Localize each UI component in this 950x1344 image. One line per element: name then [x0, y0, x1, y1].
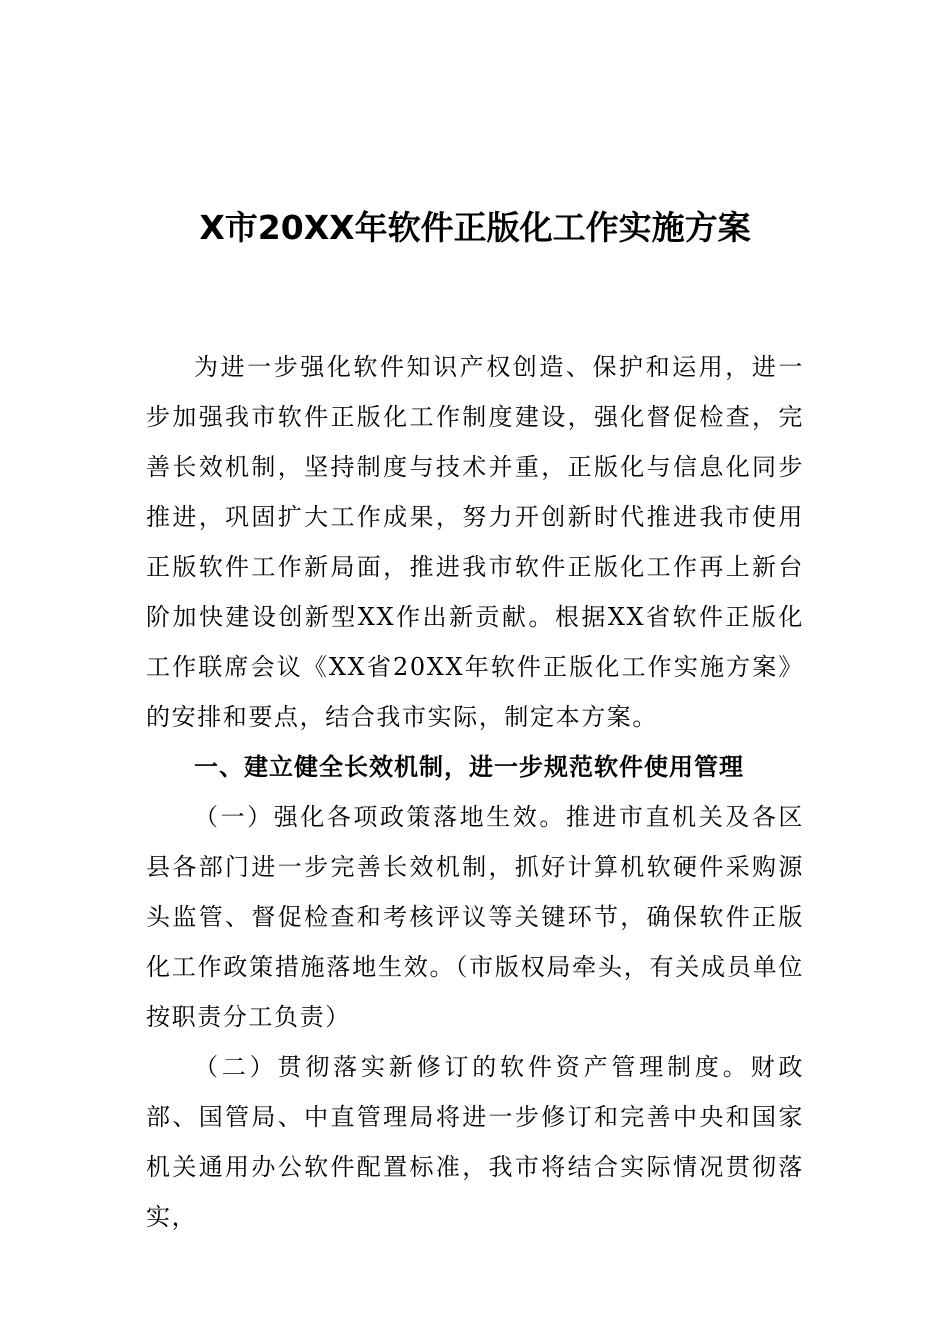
document-title: X市20XX年软件正版化工作实施方案 [199, 208, 751, 247]
item-paragraph-2: （二）贯彻落实新修订的软件资产管理制度。财政部、国管局、中直管理局将进一步修订和完善中央和国家机关通用办公软件配置标准，我市将结合实际情况贯彻落实， [146, 1053, 804, 1231]
item-paragraph-1: （一）强化各项政策落地生效。推进市直机关及各区县各部门进一步完善长效机制，抓好计算机软硬件采购源头监管、督促检查和考核评议等关键环节，确保软件正版化工作政策措施落地生效。（市版权局牵头，有关成员单位按职责分工负责） [146, 803, 804, 1031]
section-heading: 一、建立健全长效机制，进一步规范软件使用管理 [194, 753, 744, 781]
intro-paragraph: 为进一步强化软件知识产权创造、保护和运用，进一步加强我市软件正版化工作制度建设，强化督促检查，完善长效机制，坚持制度与技术并重，正版化与信息化同步推进，巩固扩大工作成果，努力开创新时代推进我市使用正版软件工作新局面，推进我市软件正版化工作再上新台阶加快建设创新型XX作出新贡献。根据XX省软件正版化工作联席会议《XX省20XX年软件正版化工作实施方案》的安排和要点，结合我市实际，制定本方案。 [146, 353, 804, 731]
document-body [146, 342, 804, 1242]
